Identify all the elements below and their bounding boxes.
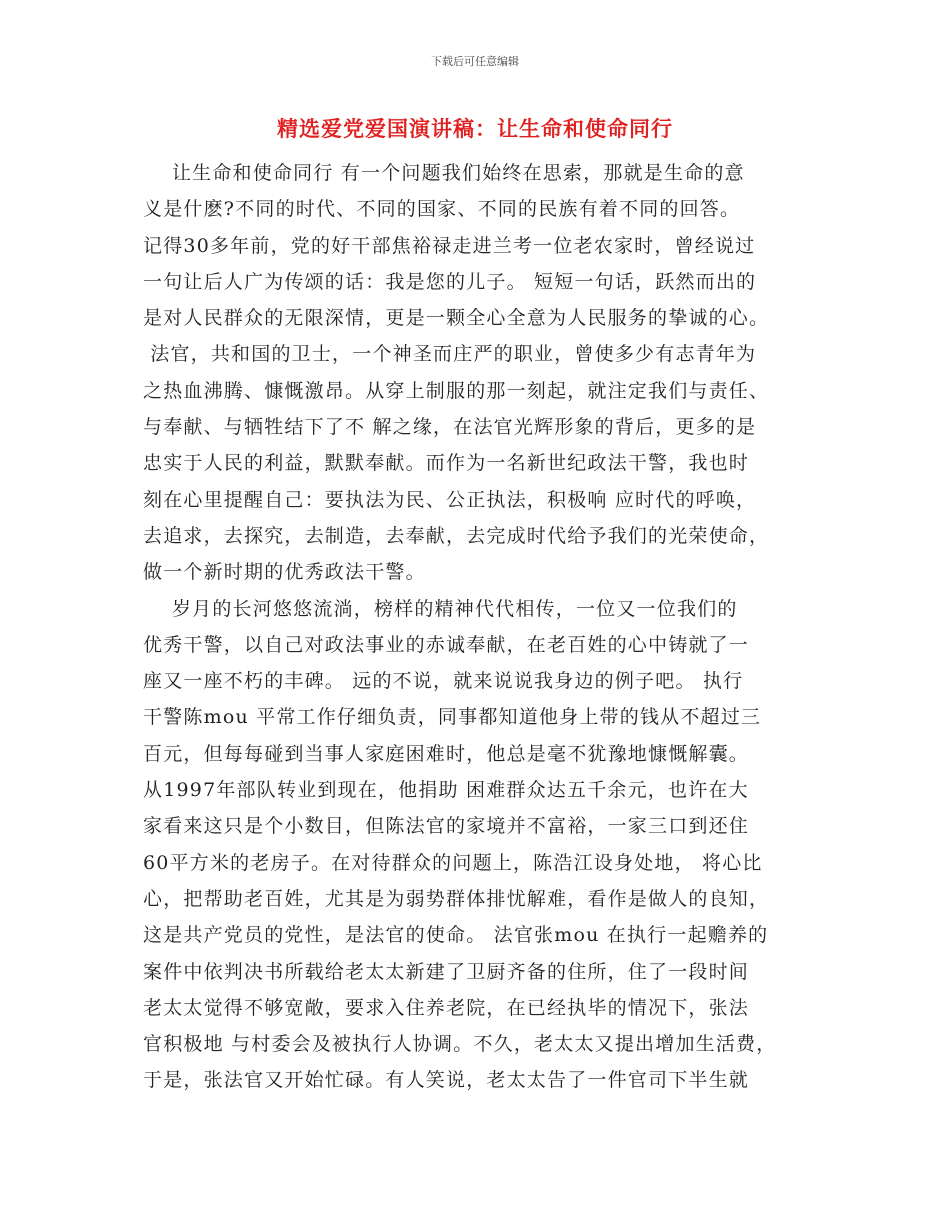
body-line: 记得30多年前，党的好干部焦裕禄走进兰考一位老农家时，曾经说过 — [143, 234, 756, 257]
document-body — [143, 155, 813, 1099]
body-line: 座又一座不朽的丰碑。 远的不说，就来说说我身边的例子吧。 执行 — [143, 670, 744, 693]
body-line: 60平方米的老房子。在对待群众的问题上，陈浩江设身处地， 将心比 — [143, 851, 763, 874]
body-line: 于是，张法官又开始忙碌。有人笑说，老太太告了一件官司下半生就 — [143, 1069, 750, 1092]
body-line: 去追求，去探究，去制造，去奉献，去完成时代给予我们的光荣使命， — [143, 524, 770, 547]
body-line: 百元，但每每碰到当事人家庭困难时，他总是毫不犹豫地慷慨解囊。 — [143, 742, 750, 765]
body-line: 一句让后人广为传颂的话：我是您的儿子。 短短一句话，跃然而出的 — [143, 270, 757, 293]
body-line: 与奉献、与牺牲结下了不 解之缘，在法官光辉形象的背后，更多的是 — [143, 416, 757, 439]
page-header-note: 下载后可任意编辑 — [431, 55, 519, 68]
body-line: 让生命和使命同行 有一个问题我们始终在思索，那就是生命的意 — [143, 162, 745, 184]
body-line: 义是什麽?不同的时代、不同的国家、不同的民族有着不同的回答。 — [143, 198, 741, 221]
body-line: 忠实于人民的利益，默默奉献。而作为一名新世纪政法干警，我也时 — [143, 452, 750, 475]
body-line: 这是共产党员的党性，是法官的使命。 法官张mou 在执行一起赡养的 — [143, 924, 769, 947]
body-line: 从1997年部队转业到现在，他捐助 困难群众达五千余元，也许在大 — [143, 779, 749, 802]
body-line: 法官，共和国的卫士，一个神圣而庄严的职业，曾使多少有志青年为 — [143, 343, 757, 366]
body-line: 刻在心里提醒自己：要执法为民、公正执法，积极响 应时代的呼唤， — [143, 488, 757, 511]
body-line: 心，把帮助老百姓，尤其是为弱势群体排忧解难，看作是做人的良知， — [143, 887, 770, 910]
body-line: 优秀干警，以自己对政法事业的赤诚奉献，在老百姓的心中铸就了一 — [143, 633, 750, 656]
body-line: 岁月的长河悠悠流淌，榜样的精神代代相传，一位又一位我们的 — [143, 597, 738, 620]
body-line: 官积极地 与村委会及被执行人协调。不久，老太太又提出增加生活费， — [143, 1033, 777, 1056]
body-line: 做一个新时期的优秀政法干警。 — [143, 561, 426, 584]
body-line: 是对人民群众的无限深情，更是一颗全心全意为人民服务的挚诚的心。 — [143, 307, 770, 330]
body-line: 之热血沸腾、慷慨激昂。从穿上制服的那一刻起，就注定我们与责任、 — [143, 379, 770, 402]
document-title: 精选爱党爱国演讲稿：让生命和使命同行 — [277, 116, 673, 141]
body-line: 干警陈mou 平常工作仔细负责，同事都知道他身上带的钱从不超过三 — [143, 706, 762, 729]
body-line: 案件中依判决书所载给老太太新建了卫厨齐备的住所，住了一段时间 — [143, 960, 750, 983]
body-line: 家看来这只是个小数目，但陈法官的家境并不富裕，一家三口到还住 — [143, 815, 750, 838]
body-line: 老太太觉得不够宽敞，要求入住养老院，在已经执毕的情况下，张法 — [143, 996, 750, 1019]
